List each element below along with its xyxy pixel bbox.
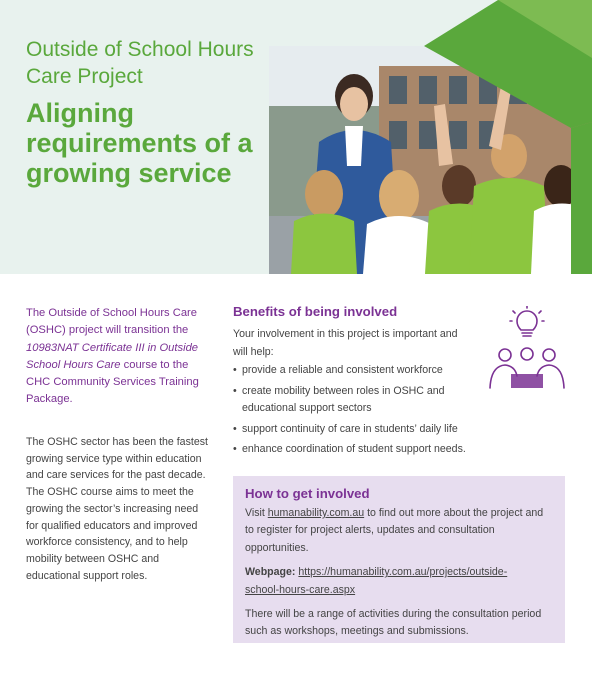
visit-paragraph: Visit humanability.com.au to find out more about the project and to register for project alerts, updates and consultation opportunities. [245,507,544,554]
intro-text: The Outside of School Hours Care (OSHC) project will transition the 10983NAT Certificate III in Outside School Hours Care course to the CHC Community Services Training Package. [26,307,199,406]
how-to-heading: How to get involved [245,486,370,501]
team-idea-icon [485,306,569,392]
list-item: • enhance coordination of student support needs. [233,441,523,459]
hero-banner [0,0,592,274]
sector-paragraph: The OSHC sector has been the fastest growing service type within education and care services for the past decade. The OSHC course aims to meet the growing the sector’s increasing need for qualified educators and improved workforce consistency, and to help mobility between OSHC and educational support roles. [26,436,208,582]
webpage-label: Webpage: [245,566,296,579]
webpage-link[interactable]: https://humanability.com.au/projects/outside-school-hours-care.aspx [245,566,508,596]
list-item: • create mobility between roles in OSHC and educational support sectors [233,383,463,418]
humanability-link[interactable]: humanability.com.au [267,507,365,519]
list-item: • provide a reliable and consistent workforce [233,362,523,380]
activities-paragraph: There will be a range of activities during the consultation period such as workshops, meetings and submissions. [245,608,542,638]
benefits-intro: Your involvement in this project is important and will help: [233,328,458,358]
course-name: 10983NAT Certificate III in Outside School Hours Care [26,341,199,371]
green-triangle-decoration [0,0,592,274]
page-title: Aligning requirements of a growing service [26,98,253,188]
webpage-paragraph [245,564,537,599]
how-to-get-involved-box [233,476,565,643]
benefits-list [233,362,523,462]
project-subtitle: Outside of School Hours Care Project [26,38,254,88]
list-item: • support continuity of care in students’ daily life [233,421,523,439]
benefits-heading: Benefits of being involved [233,304,398,319]
